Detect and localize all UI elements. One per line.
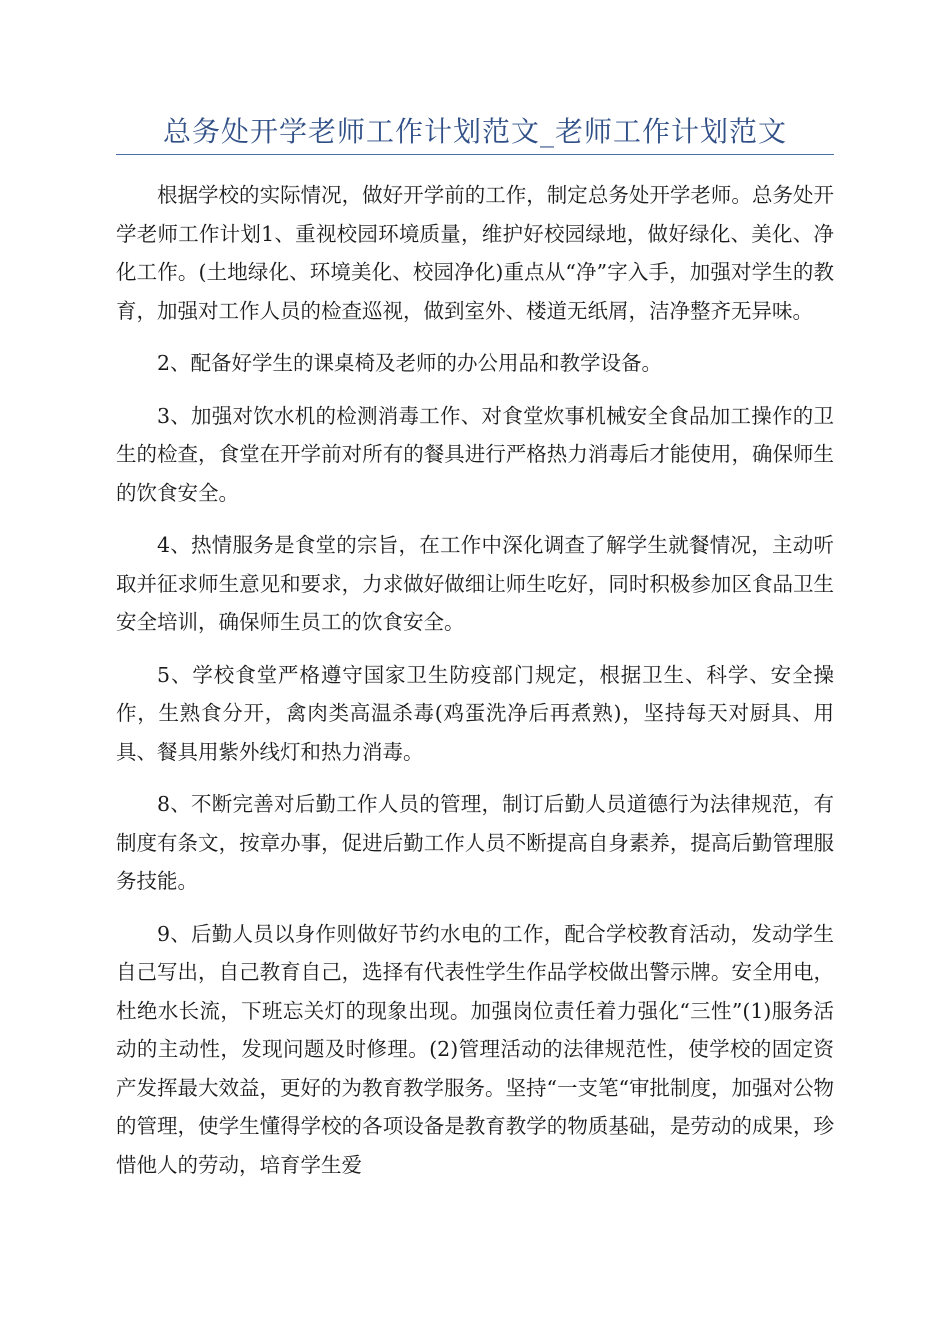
paragraph-8: 8、不断完善对后勤工作人员的管理，制订后勤人员道德行为法律规范，有制度有条文，按章办事，促进后勤工作人员不断提高自身素养，提高后勤管理服务技能。 bbox=[116, 792, 834, 893]
paragraph-4: 4、热情服务是食堂的宗旨，在工作中深化调查了解学生就餐情况，主动听取并征求师生意见和要求，力求做好做细让师生吃好，同时积极参加区食品卫生安全培训，确保师生员工的饮食安全。 bbox=[116, 533, 834, 634]
document-body bbox=[116, 176, 834, 1198]
page-title: 总务处开学老师工作计划范文_老师工作计划范文 bbox=[162, 115, 787, 148]
paragraph-1: 根据学校的实际情况，做好开学前的工作，制定总务处开学老师。总务处开学老师工作计划1、重视校园环境质量，维护好校园绿地，做好绿化、美化、净化工作。(土地绿化、环境美化、校园净化)重点从“净”字入手，加强对学生的教育，加强对工作人员的检查巡视，做到室外、楼道无纸屑，洁净整齐无异味。 bbox=[116, 183, 834, 323]
paragraph-2: 2、配备好学生的课桌椅及老师的办公用品和教学设备。 bbox=[157, 351, 663, 375]
paragraph-3: 3、加强对饮水机的检测消毒工作、对食堂炊事机械安全食品加工操作的卫生的检查，食堂在开学前对所有的餐具进行严格热力消毒后才能使用，确保师生的饮食安全。 bbox=[116, 403, 834, 505]
paragraph-5: 5、学校食堂严格遵守国家卫生防疫部门规定，根据卫生、科学、安全操作，生熟食分开，禽肉类高温杀毒(鸡蛋洗净后再煮熟)，坚持每天对厨具、用具、餐具用紫外线灯和热力消毒。 bbox=[116, 662, 834, 764]
paragraph-9: 9、后勤人员以身作则做好节约水电的工作，配合学校教育活动，发动学生自己写出，自己教育自己，选择有代表性学生作品学校做出警示牌。安全用电，杜绝水长流，下班忘关灯的现象出现。加强岗位责任着力强化“三性”(1)服务活动的主动性，发现问题及时修理。(2)管理活动的法律规范性，使学校的固定资产发挥最大效益，更好的为教育教学服务。坚持“一支笔“审批制度，加强对公物的管理，使学生懂得学校的各项设备是教育教学的物质基础，是劳动的成果，珍惜他人的劳动，培育学生爱 bbox=[116, 921, 834, 1177]
title-underline bbox=[116, 154, 834, 155]
